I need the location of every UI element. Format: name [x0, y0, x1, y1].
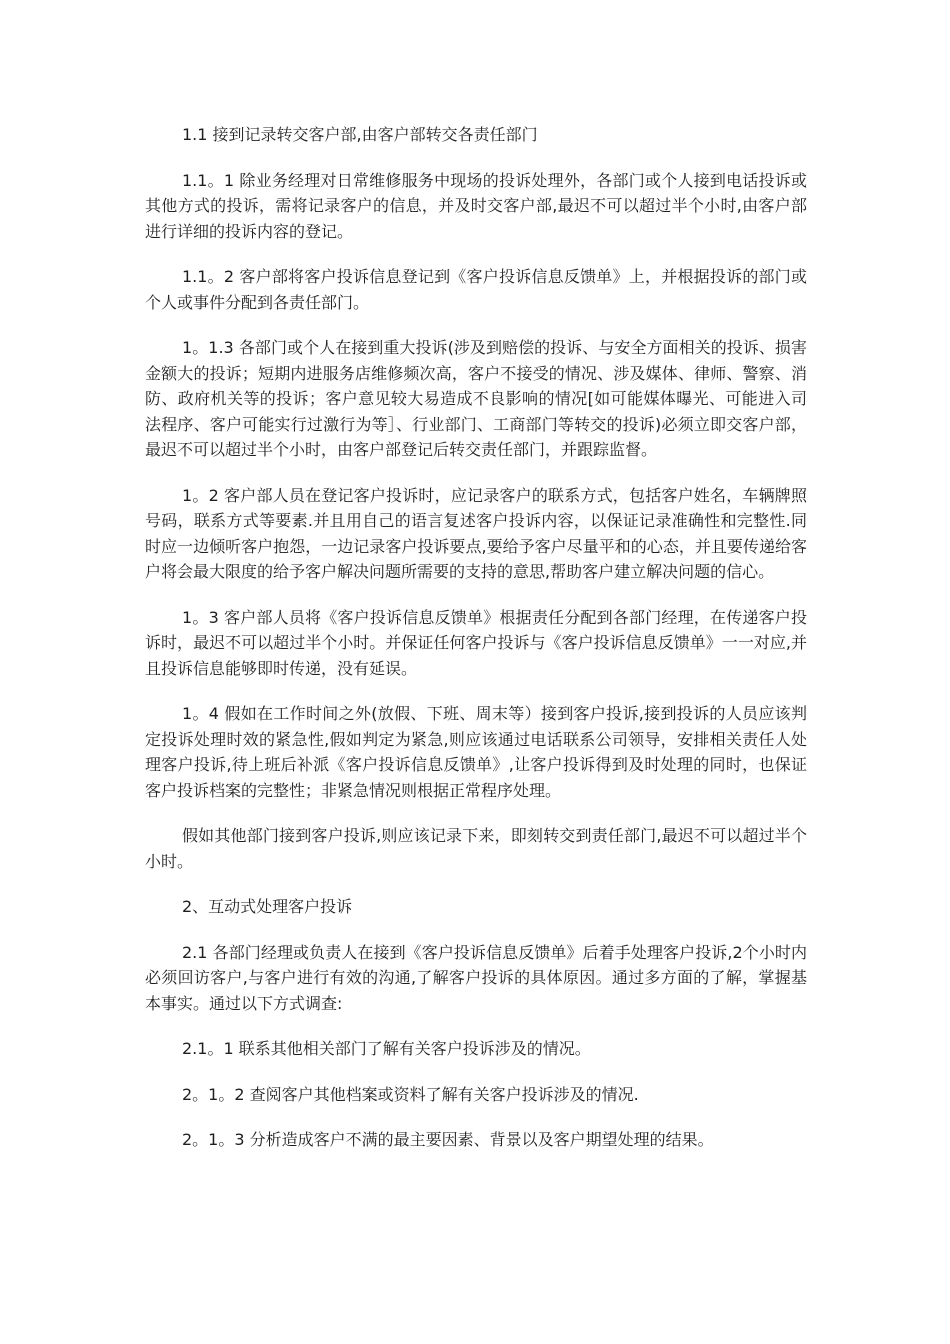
document-body — [145, 122, 807, 1173]
paragraph-2-1-1: 2.1。1 联系其他相关部门了解有关客户投诉涉及的情况。 — [182, 1039, 591, 1058]
paragraph-1-1-3: 1。1.3 各部门或个人在接到重大投诉(涉及到赔偿的投诉、与安全方面相关的投诉、损害金额大的投诉；短期内进服务店维修频次高，客户不接受的情况、涉及媒体、律师、警察、消防、政府机关等的投诉；客户意见较大易造成不良影响的情况[如可能媒体曝光、可能进入司法程序、客户可能实行过激行为等］、行业部门、工商部门等转交的投诉)必须立即交客户部，最迟不可以超过半个小时，由客户部登记后转交责任部门，并跟踪监督。 — [145, 338, 807, 459]
paragraph-other-departments: 假如其他部门接到客户投诉,则应该记录下来，即刻转交到责任部门,最迟不可以超过半个小时。 — [145, 826, 807, 871]
paragraph-2-1: 2.1 各部门经理或负责人在接到《客户投诉信息反馈单》后着手处理客户投诉,2个小时内必须回访客户,与客户进行有效的沟通,了解客户投诉的具体原因。通过多方面的了解，掌握基本事实。通过以下方式调查: — [145, 942, 807, 1013]
paragraph-1-1-2: 1.1。2 客户部将客户投诉信息登记到《客户投诉信息反馈单》上，并根据投诉的部门或个人或事件分配到各责任部门。 — [145, 267, 807, 312]
paragraph-1-1-heading: 1.1 接到记录转交客户部,由客户部转交各责任部门 — [182, 125, 538, 144]
paragraph-1-1-1: 1.1。1 除业务经理对日常维修服务中现场的投诉处理外，各部门或个人接到电话投诉或其他方式的投诉，需将记录客户的信息，并及时交客户部,最迟不可以超过半个小时,由客户部进行详细的投诉内容的登记。 — [145, 170, 807, 241]
paragraph-1-4: 1。4 假如在工作时间之外(放假、下班、周末等）接到客户投诉,接到投诉的人员应该判定投诉处理时效的紧急性,假如判定为紧急,则应该通过电话联系公司领导，安排相关责任人处理客户投诉,待上班后补派《客户投诉信息反馈单》,让客户投诉得到及时处理的同时，也保证客户投诉档案的完整性；非紧急情况则根据正常程序处理。 — [145, 704, 807, 800]
paragraph-2-1-3: 2。1。3 分析造成客户不满的最主要因素、背景以及客户期望处理的结果。 — [182, 1130, 714, 1149]
paragraph-1-2: 1。2 客户部人员在登记客户投诉时，应记录客户的联系方式，包括客户姓名，车辆牌照号码，联系方式等要素.并且用自己的语言复述客户投诉内容，以保证记录准确性和完整性.同时应一边倾听客户抱怨，一边记录客户投诉要点,要给予客户尽量平和的心态，并且要传递给客户将会最大限度的给予客户解决问题所需要的支持的意思,帮助客户建立解决问题的信心。 — [145, 485, 807, 581]
paragraph-1-3: 1。3 客户部人员将《客户投诉信息反馈单》根据责任分配到各部门经理，在传递客户投诉时，最迟不可以超过半个小时。并保证任何客户投诉与《客户投诉信息反馈单》一一对应,并且投诉信息能够即时传递，没有延误。 — [145, 607, 807, 678]
paragraph-2-1-2: 2。1。2 查阅客户其他档案或资料了解有关客户投诉涉及的情况. — [182, 1084, 639, 1104]
section-2-heading: 2、互动式处理客户投诉 — [182, 897, 353, 916]
